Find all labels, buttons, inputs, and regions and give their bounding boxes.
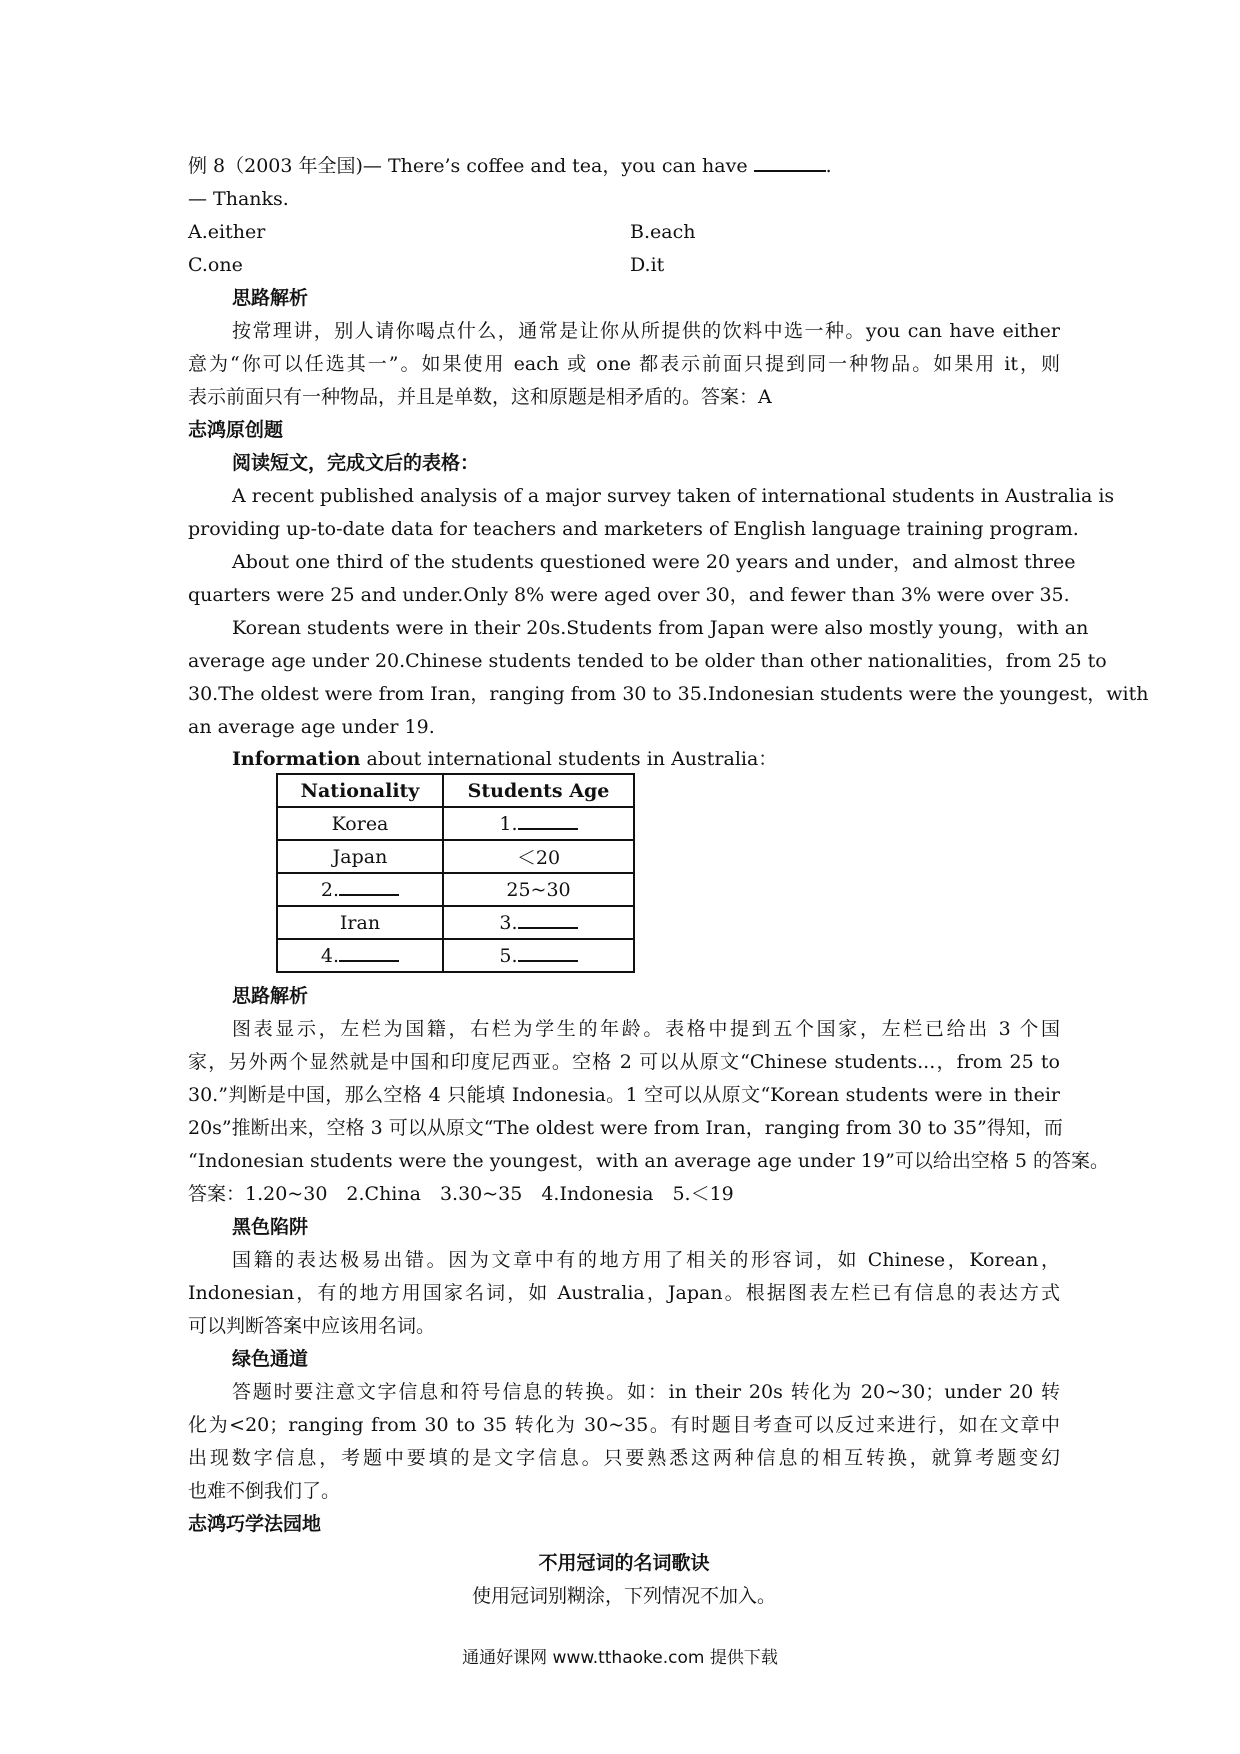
passage-line: average age under 20.Chinese students tended to be older than other nationalities，from 25 to xyxy=(188,650,1107,672)
answer-blank xyxy=(518,911,578,929)
table-row xyxy=(277,807,634,840)
cell-text: Japan xyxy=(332,845,388,868)
passage-line: providing up-to-date data for teachers and marketers of English language training program. xyxy=(188,518,1079,540)
passage-line: Korean students were in their 20s.Students from Japan were also mostly young，with an xyxy=(232,617,1089,639)
option-b: B.each xyxy=(630,221,696,243)
nationality-cell xyxy=(277,807,443,840)
trap-line: 可以判断答案中应该用名词。 xyxy=(188,1315,436,1337)
cell-text: 5. xyxy=(499,945,518,967)
trap-line: 国籍的表达极易出错。因为文章中有的地方用了相关的形容词，如 Chinese，Korean， xyxy=(232,1249,1060,1271)
green-line: 化为<20；ranging from 30 to 35 转化为 30~35。有时题目考查可以反过来进行，如在文章中 xyxy=(188,1414,1060,1436)
analysis-line: 20s”推断出来，空格 3 可以从原文“The oldest were from Iran，ranging from 30 to 35”得知，而 xyxy=(188,1117,1063,1139)
answer-blank xyxy=(754,152,826,172)
answer-blank xyxy=(518,944,578,962)
analysis-line: 图表显示，左栏为国籍，右栏为学生的年龄。表格中提到五个国家，左栏已给出 3 个国 xyxy=(232,1018,1060,1040)
green-heading: 绿色通道 xyxy=(232,1348,309,1370)
verse-title: 不用冠词的名词歌诀 xyxy=(538,1552,710,1574)
section-heading: 志鸿原创题 xyxy=(188,419,284,441)
column-header: Students Age xyxy=(443,774,634,807)
passage-line: an average age under 19. xyxy=(188,716,435,738)
analysis-heading: 思路解析 xyxy=(232,985,309,1007)
question-text: 例 8（2003 年全国)— There’s coffee and tea，you can have xyxy=(188,155,748,177)
age-cell xyxy=(443,873,634,906)
green-line: 出现数字信息，考题中要填的是文字信息。只要熟悉这两种信息的相互转换，就算考题变幻 xyxy=(188,1447,1060,1469)
analysis-line: “Indonesian students were the youngest，with an average age under 19”可以给出空格 5 的答案。 xyxy=(188,1150,1109,1172)
nationality-cell xyxy=(277,939,443,972)
question-end: . xyxy=(825,155,832,177)
nationality-cell xyxy=(277,906,443,939)
cell-text: 3. xyxy=(499,912,518,934)
answer-blank xyxy=(339,944,399,962)
passage-line: 30.The oldest were from Iran，ranging from 30 to 35.Indonesian students were the youngest，with xyxy=(188,683,1149,705)
answer-blank xyxy=(518,812,578,830)
option-c: C.one xyxy=(188,254,243,276)
analysis-line: 30.”判断是中国，那么空格 4 只能填 Indonesia。1 空可以从原文“Korean students were in their xyxy=(188,1084,1060,1106)
verse-line: 使用冠词别糊涂，下列情况不加入。 xyxy=(471,1585,776,1607)
age-cell xyxy=(443,807,634,840)
cell-text: Iran xyxy=(339,911,381,934)
cell-text: 25~30 xyxy=(506,878,571,901)
info-table xyxy=(276,773,635,973)
answer-line: 答案：1.20~30 2.China 3.30~35 4.Indonesia 5.＜19 xyxy=(188,1183,734,1205)
table-row xyxy=(277,906,634,939)
example-question xyxy=(188,150,1060,183)
green-line: 也难不倒我们了。 xyxy=(188,1480,341,1502)
option-d: D.it xyxy=(630,254,665,276)
cell-text: 4. xyxy=(320,945,340,967)
column-header: Nationality xyxy=(277,774,443,807)
instruction: 阅读短文，完成文后的表格： xyxy=(232,452,480,474)
table-caption xyxy=(232,743,1104,776)
trap-heading: 黑色陷阱 xyxy=(232,1216,309,1238)
table-row xyxy=(277,939,634,972)
cell-text: 1. xyxy=(499,813,518,835)
passage-line: A recent published analysis of a major survey taken of international students in Australia is xyxy=(232,485,1115,507)
cell-text: 2. xyxy=(320,879,340,901)
passage-line: quarters were 25 and under.Only 8% were aged over 30，and fewer than 3% were over 35. xyxy=(188,584,1070,606)
table-caption-bold: Information xyxy=(232,748,361,770)
age-cell xyxy=(443,906,634,939)
analysis-line: 意为“你可以任选其一”。如果使用 each 或 one 都表示前面只提到同一种物品。如果用 it，则 xyxy=(188,353,1060,375)
age-cell xyxy=(443,939,634,972)
garden-heading: 志鸿巧学法园地 xyxy=(188,1513,322,1535)
nationality-cell xyxy=(277,840,443,873)
age-cell xyxy=(443,840,634,873)
table-caption-rest: about international students in Australia： xyxy=(360,748,778,770)
analysis-line: 按常理讲，别人请你喝点什么，通常是让你从所提供的饮料中选一种。you can have either xyxy=(232,320,1060,342)
table-row xyxy=(277,873,634,906)
table-row xyxy=(277,840,634,873)
analysis-line: 家，另外两个显然就是中国和印度尼西亚。空格 2 可以从原文“Chinese students...，from 25 to xyxy=(188,1051,1060,1073)
passage-line: About one third of the students questioned were 20 years and under，and almost three xyxy=(232,551,1076,573)
answer-blank xyxy=(339,878,399,896)
cell-text: Korea xyxy=(331,812,389,835)
table-header-row xyxy=(277,774,634,807)
analysis-line: 表示前面只有一种物品，并且是单数，这和原题是相矛盾的。答案：A xyxy=(188,386,772,408)
trap-line: Indonesian，有的地方用国家名词，如 Australia，Japan。根据图表左栏已有信息的表达方式 xyxy=(188,1282,1060,1304)
cell-text: ＜20 xyxy=(516,847,561,869)
green-line: 答题时要注意文字信息和符号信息的转换。如：in their 20s 转化为 20~30；under 20 转 xyxy=(232,1381,1060,1403)
option-a: A.either xyxy=(188,221,266,243)
analysis-heading: 思路解析 xyxy=(232,287,309,309)
nationality-cell xyxy=(277,873,443,906)
example-reply: — Thanks. xyxy=(188,188,289,210)
page-footer: 通通好课网 www.tthaoke.com 提供下载 xyxy=(462,1648,778,1668)
